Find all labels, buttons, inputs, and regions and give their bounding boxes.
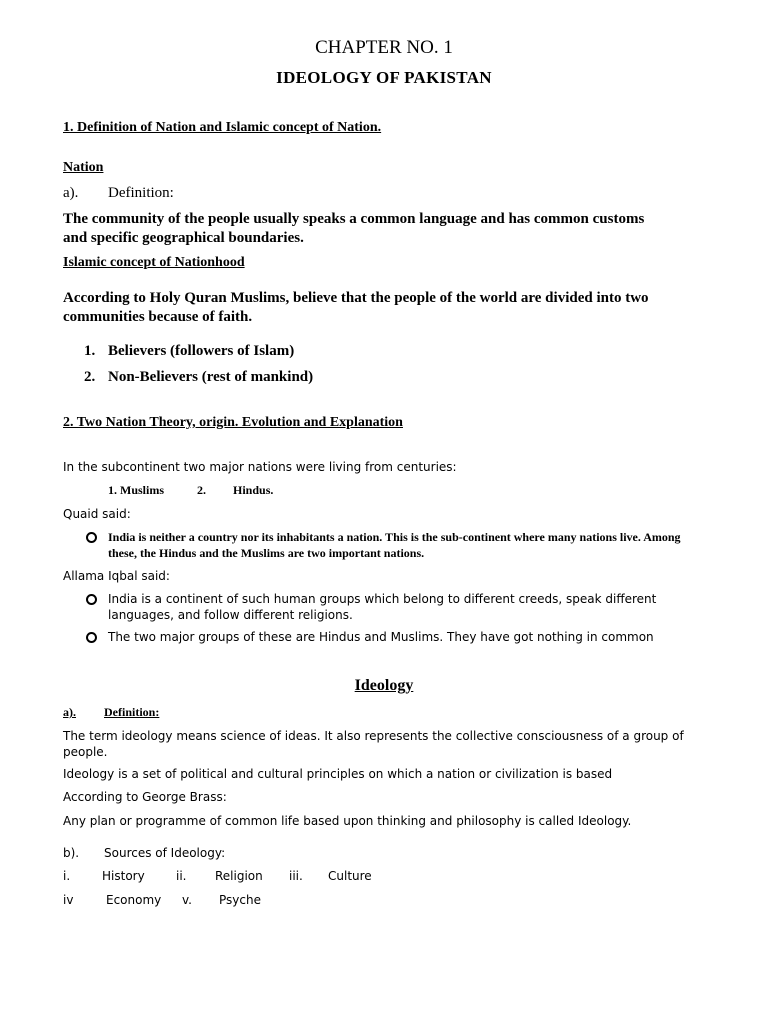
- definition-number: a).: [63, 185, 79, 201]
- source-number: i.: [63, 869, 71, 883]
- list-item-non-believers: Non-Believers (rest of mankind): [108, 369, 314, 385]
- ideology-text-1: The term ideology means science of ideas. It also represents the collective consciousness of a group of people.: [63, 729, 684, 759]
- definition-label: Definition:: [108, 185, 174, 201]
- section2-intro: In the subcontinent two major nations were living from centuries:: [63, 460, 457, 474]
- source-number: v.: [182, 893, 192, 907]
- chapter-number: CHAPTER NO. 1: [315, 37, 453, 58]
- islamic-concept-text: According to Holy Quran Muslims, believe that the people of the world are divided into two communities because of faith.: [63, 290, 649, 325]
- islamic-concept-heading: Islamic concept of Nationhood: [63, 255, 245, 270]
- section1-heading: 1. Definition of Nation and Islamic concept of Nation.: [63, 120, 382, 135]
- source-history: History: [102, 869, 145, 883]
- nation-hindus-number: 2.: [197, 483, 206, 497]
- nation-heading: Nation: [63, 160, 104, 175]
- circle-bullet-icon: [86, 532, 97, 543]
- list-item-believers: Believers (followers of Islam): [108, 343, 295, 359]
- circle-bullet-icon: [86, 594, 97, 605]
- nation-muslims: 1. Muslims: [108, 483, 165, 497]
- source-number: ii.: [176, 869, 187, 883]
- source-religion: Religion: [215, 869, 263, 883]
- iqbal-quote-2: The two major groups of these are Hindus and Muslims. They have got nothing in common: [108, 630, 654, 644]
- page-title: IDEOLOGY OF PAKISTAN: [276, 68, 492, 87]
- ideology-definition-label: Definition:: [104, 705, 160, 719]
- source-culture: Culture: [328, 869, 372, 883]
- iqbal-said-label: Allama Iqbal said:: [63, 569, 170, 583]
- nation-hindus: Hindus.: [233, 483, 274, 497]
- iqbal-quote-1: India is a continent of such human groups which belong to different creeds, speak different languages, and follow different religions.: [108, 592, 657, 622]
- sources-number: b).: [63, 846, 80, 860]
- sources-label: Sources of Ideology:: [104, 846, 226, 860]
- source-number: iv: [63, 893, 74, 907]
- section2-heading: 2. Two Nation Theory, origin. Evolution and Explanation: [63, 415, 403, 430]
- nation-definition-text: The community of the people usually speaks a common language and has common customs and specific geographical boundaries.: [63, 211, 645, 246]
- source-number: iii.: [289, 869, 303, 883]
- ideology-text-2: Ideology is a set of political and cultural principles on which a nation or civilization is based: [63, 767, 613, 781]
- list-item-number: 1.: [84, 343, 96, 359]
- source-economy: Economy: [106, 893, 162, 907]
- ideology-definition-number: a).: [63, 705, 76, 719]
- list-item-number: 2.: [84, 369, 96, 385]
- source-psyche: Psyche: [219, 893, 261, 907]
- ideology-text-4: Any plan or programme of common life based upon thinking and philosophy is called Ideology.: [63, 814, 632, 828]
- quaid-quote: India is neither a country nor its inhabitants a nation. This is the sub-continent where many nations live. Among these, the Hindus and the Muslims are two important nations.: [108, 530, 681, 560]
- circle-bullet-icon: [86, 632, 97, 643]
- ideology-heading: Ideology: [354, 677, 414, 694]
- quaid-said-label: Quaid said:: [63, 507, 131, 521]
- ideology-text-3: According to George Brass:: [63, 790, 227, 804]
